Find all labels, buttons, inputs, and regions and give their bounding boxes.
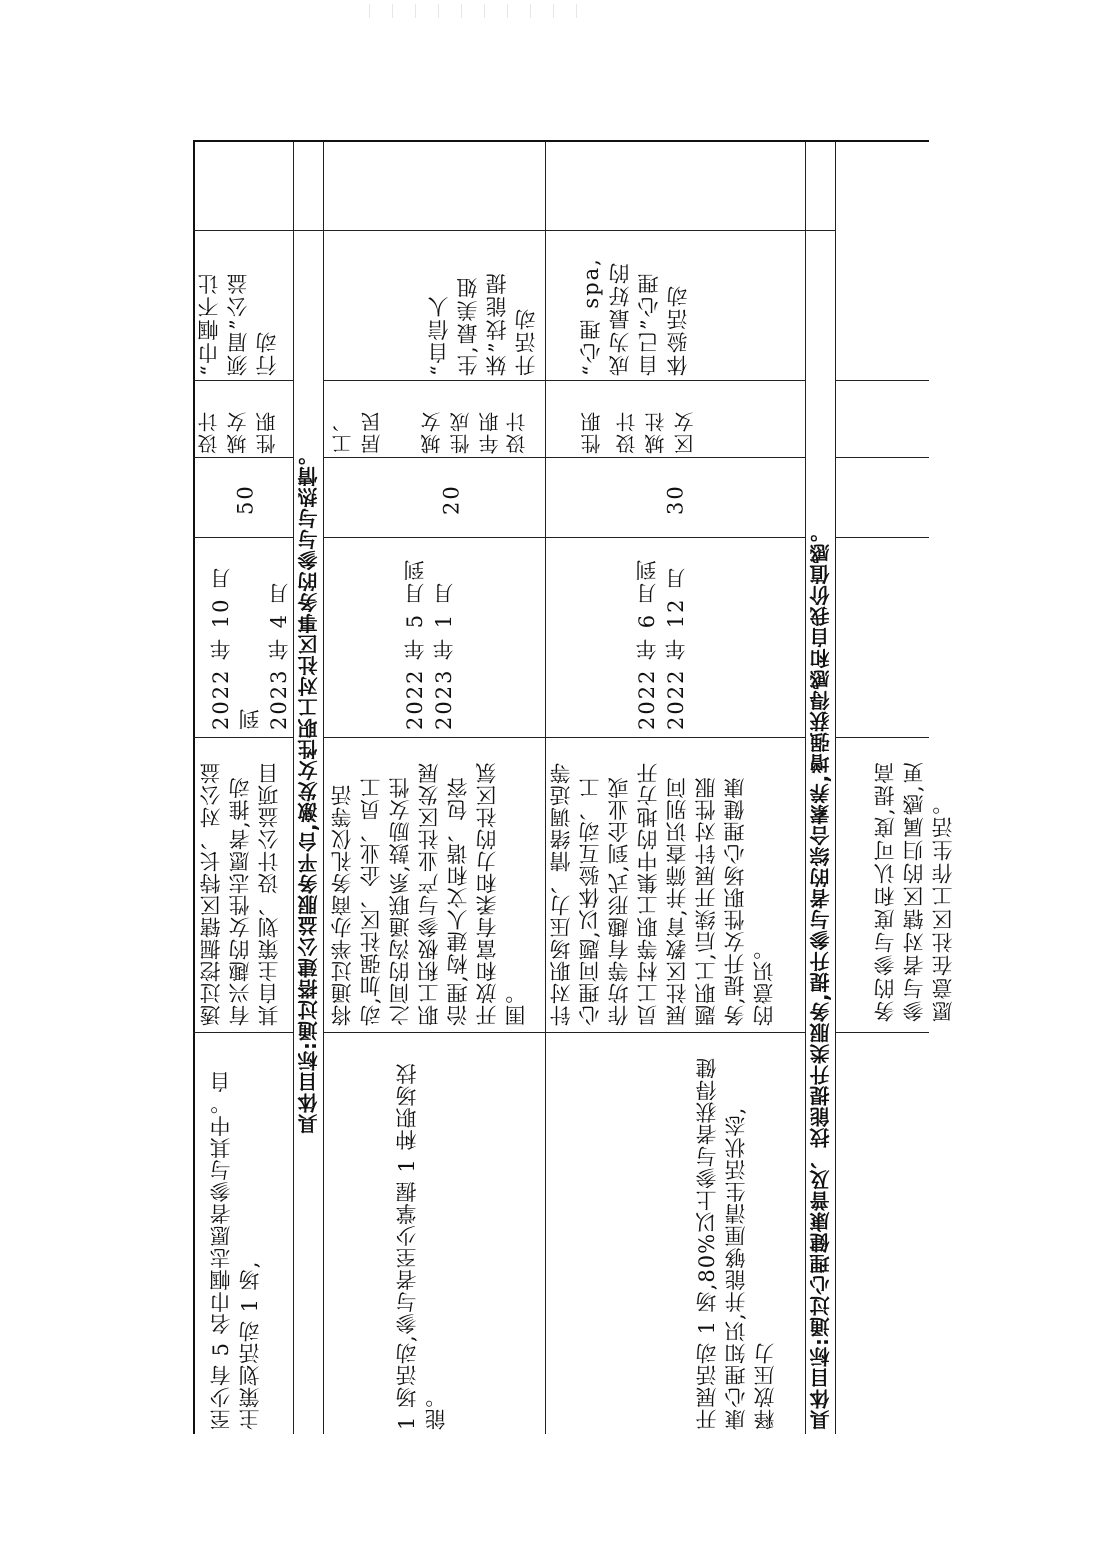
expected-outcome: 开展活动 1 场,80%以上参与者获得健 康心理知识,并能够厘清生活状态, 释放压力 [695,1056,777,1430]
participant-count: 50 [233,484,258,516]
column-divider [193,537,293,538]
column-divider [835,537,929,538]
participant-count: 20 [439,484,464,516]
activity-name: “自信人 生,最美姐 妹”技能提 升活动 [427,271,538,376]
column-divider [835,1032,929,1033]
activity-name: “巾帼不让 须眉”公益 行动 [197,271,279,376]
expected-outcome: 1 场活动,参与者至少掌握 1 种职场技 能。 [395,1062,448,1430]
target-group-cont: 性职 [580,410,604,454]
activity-time: 2022 年 6 月到 2022 年 12 月 [635,558,688,730]
column-divider [193,1032,293,1033]
column-divider [193,380,293,381]
target-group: 设计 [505,410,529,454]
goal-heading: 具体目标:通过心理健康普及、技能提升类服务,提升参与者的综合素养,增强获得感和自我价值感。 [809,521,833,1430]
activity-content: 透过挖掘辖区特长、对公益 有兴趣的女性志愿者,推动 其自主策划、设计公益项目 [199,762,281,1026]
activity-content: 将通过举办商务礼仪等活 动,加强社区、企业、员工 之间的沟通联系,鼓励女性 职工积极参与产业社区发展 治理,构建人文和谐、包容 开放和富有柔和力的社区氛 围。 [330,762,528,1026]
scan-artifact [360,4,580,18]
column-divider [835,737,929,738]
column-divider [193,230,835,231]
program-table [193,140,955,1434]
column-divider [835,457,929,458]
column-divider [193,457,293,458]
column-divider [835,380,929,381]
activity-content: 针对职场压力、情绪调适等 心理问题,以体验互动、工 作坊等有趣形式,到企业或 员工村等职工集中的地方开 展社区教育,并筛查识别问 题职工,后续开展针对性服 务,提升女性职场心理健康 的意识。 [549,762,776,1026]
column-divider [323,457,805,458]
goal-heading: 具体目标:通过搭建公益服务平台,激发女性职工对社区事务的参与与热情。 [297,444,321,1134]
table-top-rule [193,140,929,142]
participant-count: 30 [663,484,688,516]
prev-row-content: 务的参与度和认可度,提高 参与者对辖区的归属感,更 愿意在社区工作生活。 [873,760,955,1022]
target-group-cont: 城女 性成 年职 [420,410,502,454]
activity-name: “心理 spa, 成为最好的 自己”心理 体验活动 [579,257,690,376]
column-divider [323,380,805,381]
column-divider [193,737,293,738]
row-divider [545,140,546,1434]
row-divider [805,140,806,1434]
target-group: 设计 城社 区女 [615,410,697,454]
expected-outcome: 至少有 5 名巾帼志愿者参与其中。自 主策划活动 1 场, [209,1070,262,1430]
target-group-cont: 工、 居民 [331,410,384,454]
row-divider [293,140,294,1434]
column-divider [323,1032,805,1033]
column-divider [323,737,805,738]
activity-time: 2022 年 10 月到 2023 年 4 月 [209,565,291,730]
column-divider [323,537,805,538]
activity-time: 2022 年 5 月到 2023 年 1 月 [403,558,456,730]
target-group: 设计 城女 性职 [197,410,279,454]
